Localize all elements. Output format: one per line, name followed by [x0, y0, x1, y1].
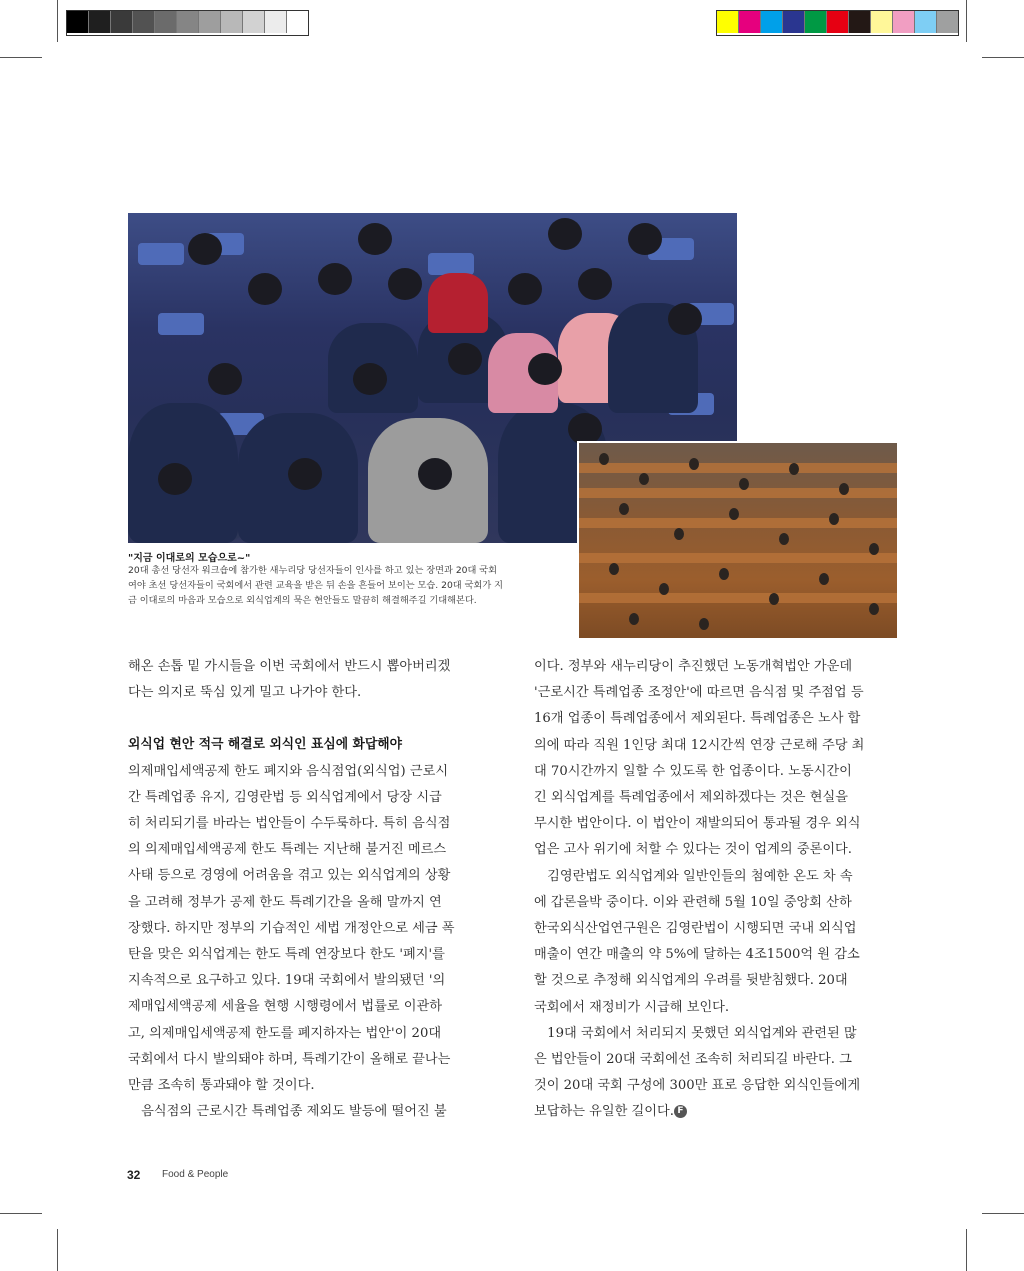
calibration-swatch: [67, 11, 89, 33]
crop-mark: [57, 1229, 58, 1271]
text-line: 것이 20대 국회 구성에 300만 표로 응답한 외식인들에게: [534, 1078, 861, 1094]
grayscale-calibration-bar: [66, 10, 309, 36]
left-text-column: [128, 654, 490, 1125]
text-line: 은 법안들이 20대 국회에선 조속히 처리되길 바란다. 그: [534, 1052, 852, 1068]
calibration-swatch: [89, 11, 111, 33]
calibration-swatch: [265, 11, 287, 33]
text-line: [534, 1099, 896, 1125]
calibration-swatch: [871, 11, 893, 33]
crop-mark: [0, 57, 42, 58]
text-line: 업은 고사 위기에 처할 수 있다는 것이 업계의 중론이다.: [534, 842, 852, 858]
crop-mark: [982, 57, 1024, 58]
text-line: 19대 국회에서 처리되지 못했던 외식업계와 관련된 많: [534, 1025, 857, 1041]
text-line: 탄을 맞은 외식업계는 한도 특례 연장보다 한도 '폐지'를: [128, 947, 445, 963]
end-mark-icon: F: [674, 1105, 687, 1118]
text-line: 대 70시간까지 일할 수 있도록 한 업종이다. 노동시간이: [534, 763, 852, 779]
text-line: 에 갑론을박 중이다. 이와 관련해 5월 10일 중앙회 산하: [534, 894, 852, 910]
text-line: 제매입세액공제 세율을 현행 시행령에서 법률로 이관하: [128, 999, 442, 1015]
calibration-swatch: [221, 11, 243, 33]
calibration-swatch: [155, 11, 177, 33]
text-line: '근로시간 특례업종 조정안'에 따르면 음식점 및 주점업 등: [534, 685, 864, 701]
text-line: 매출이 연간 매출의 약 5%에 달하는 4조1500억 원 감소: [534, 947, 860, 963]
text-line: 의에 따라 직원 1인당 최대 12시간씩 연장 근로해 주당 최: [534, 737, 865, 753]
calibration-swatch: [111, 11, 133, 33]
text-line-content: 보답하는 유일한 길이다.: [534, 1104, 674, 1120]
text-line: 의제매입세액공제 한도 폐지와 음식점업(외식업) 근로시: [128, 763, 449, 779]
text-line: 국회에서 다시 발의돼야 하며, 특례기간이 올해로 끝나는: [128, 1051, 451, 1067]
magazine-name: Food & People: [162, 1169, 229, 1180]
calibration-swatch: [783, 11, 805, 33]
text-line: 장했다. 하지만 정부의 기습적인 세법 개정안으로 세금 폭: [128, 920, 455, 936]
calibration-swatch: [915, 11, 937, 33]
text-line: 해온 손톱 밑 가시들을 이번 국회에서 반드시 뽑아버리겠: [128, 659, 451, 674]
text-line: 을 고려해 정부가 공제 한도 특례기간을 올해 말까지 연: [128, 894, 442, 910]
text-line: 고, 의제매입세액공제 한도를 폐지하자는 법안'이 20대: [128, 1025, 442, 1041]
calibration-swatch: [243, 11, 265, 33]
caption-line: 여야 초선 당선자들이 국회에서 관련 교육을 받은 뒤 손을 흔들어 보이는 모습. 20대 국회가 지: [128, 580, 504, 591]
calibration-swatch: [805, 11, 827, 33]
text-line: 의 의제매입세액공제 한도 특례는 지난해 불거진 메르스: [128, 842, 447, 858]
text-line: 만큼 조속히 통과돼야 할 것이다.: [128, 1078, 315, 1094]
text-line: 간 특례업종 유지, 김영란법 등 외식업계에서 당장 시급: [128, 789, 442, 805]
text-line: 긴 외식업계를 특례업종에서 제외하겠다는 것은 현실을: [534, 790, 848, 806]
calibration-swatch: [761, 11, 783, 33]
calibration-swatch: [177, 11, 199, 33]
crop-mark: [966, 1229, 967, 1271]
text-line: 이다. 정부와 새누리당이 추진했던 노동개혁법안 가운데: [534, 659, 853, 674]
crop-mark: [0, 1213, 42, 1214]
page-number: 32: [127, 1168, 141, 1182]
text-line: 다는 의지로 뚝심 있게 밀고 나가야 한다.: [128, 685, 362, 701]
crop-mark: [966, 0, 967, 42]
calibration-swatch: [287, 11, 308, 33]
calibration-swatch: [849, 11, 871, 33]
text-line: 한국외식산업연구원은 김영란법이 시행되면 국내 외식업: [534, 921, 857, 937]
text-line: 지속적으로 요구하고 있다. 19대 국회에서 발의됐던 '의: [128, 973, 446, 989]
calibration-swatch: [199, 11, 221, 33]
calibration-swatch: [717, 11, 739, 33]
caption-line: 금 이대로의 마음과 모습으로 외식업계의 묵은 현안들도 말끔히 해결해주길 기대해본다.: [128, 595, 477, 606]
section-heading: 외식업 현안 적극 해결로 외식인 표심에 화답해야: [128, 737, 402, 753]
text-line: 16개 업종이 특례업종에서 제외된다. 특례업종은 노사 합: [534, 711, 861, 727]
caption-line: 20대 총선 당선자 워크숍에 참가한 새누리당 당선자들이 인사를 하고 있는 장면과 20대 국회: [128, 565, 498, 576]
calibration-swatch: [739, 11, 761, 33]
text-line: 음식점의 근로시간 특례업종 제외도 발등에 떨어진 불: [128, 1104, 447, 1120]
assembly-waving-photo: [577, 441, 899, 640]
calibration-swatch: [893, 11, 915, 33]
text-line: 국회에서 재정비가 시급해 보인다.: [534, 999, 730, 1015]
text-line: 무시한 법안이다. 이 법안이 재발의되어 통과될 경우 외식: [534, 816, 861, 832]
calibration-swatch: [937, 11, 958, 33]
crop-mark: [57, 0, 58, 42]
text-line: 사태 등으로 경영에 어려움을 겪고 있는 외식업계의 상황: [128, 868, 451, 884]
crop-mark: [982, 1213, 1024, 1214]
calibration-swatch: [827, 11, 849, 33]
text-line: 김영란법도 외식업계와 일반인들의 첨예한 온도 차 속: [534, 868, 853, 884]
text-line: 할 것으로 추정해 외식업계의 우려를 뒷받침했다. 20대: [534, 973, 848, 989]
color-calibration-bar: [716, 10, 959, 36]
photo-caption-title: "지금 이대로의 모습으로~": [128, 553, 251, 564]
photo-caption-body: [128, 563, 568, 608]
right-text-column: [534, 654, 896, 1126]
text-line: 히 처리되기를 바라는 법안들이 수두룩하다. 특히 음식점: [128, 816, 451, 832]
calibration-swatch: [133, 11, 155, 33]
